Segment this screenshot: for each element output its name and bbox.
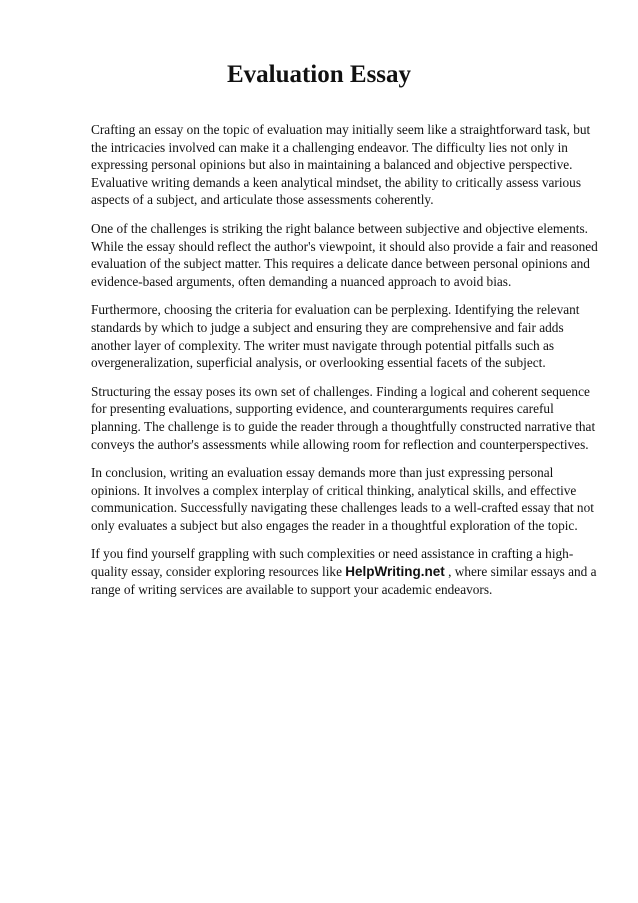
paragraph-4: Structuring the essay poses its own set of challenges. Finding a logical and coherent sequence for presenting evaluations, supporting evidence, and counterarguments requires careful planning. The challenge is to guide the reader through a thoughtfully constructed narrative that conveys the author's assessments while allowing room for reflection and counterperspectives. bbox=[91, 383, 596, 452]
closing-paragraph bbox=[91, 545, 601, 598]
paragraph-3: Furthermore, choosing the criteria for evaluation can be perplexing. Identifying the relevant standards by which to judge a subject and ensuring they are comprehensive and fair adds another layer of complexity. The writer must navigate through potential pitfalls such as overgeneralization, superficial analysis, or overlooking essential facets of the subject. bbox=[91, 302, 580, 371]
document-body bbox=[91, 121, 601, 609]
paragraph-2: One of the challenges is striking the right balance between subjective and objective elements. While the essay should reflect the author's viewpoint, it should also provide a fair and reasoned evaluation of the subject matter. This requires a delicate dance between personal opinions and evidence-based arguments, often demanding a nuanced approach to avoid bias. bbox=[91, 220, 598, 289]
closing-text-after-link: , where similar essays and a range of writing services are available to support your academic endeavors. bbox=[91, 564, 597, 597]
helpwriting-link[interactable]: HelpWriting.net bbox=[345, 564, 445, 580]
closing-text-before-link: If you find yourself grappling with such complexities or need assistance in crafting a high-quality essay, consider exploring resources like bbox=[91, 546, 574, 580]
paragraph-5: In conclusion, writing an evaluation essay demands more than just expressing personal opinions. It involves a complex interplay of critical thinking, analytical skills, and effective communication. Successfully navigating these challenges leads to a well-crafted essay that not only evaluates a subject but also engages the reader in a thoughtful exploration of the topic. bbox=[91, 465, 594, 533]
document-title: Evaluation Essay bbox=[226, 61, 412, 88]
paragraph-1: Crafting an essay on the topic of evaluation may initially seem like a straightforward task, but the intricacies involved can make it a challenging endeavor. The difficulty lies not only in expressing personal opinions but also in maintaining a balanced and objective perspective. Evaluative writing demands a keen analytical mindset, the ability to critically assess various aspects of a subject, and articulate those assessments coherently. bbox=[91, 122, 591, 208]
